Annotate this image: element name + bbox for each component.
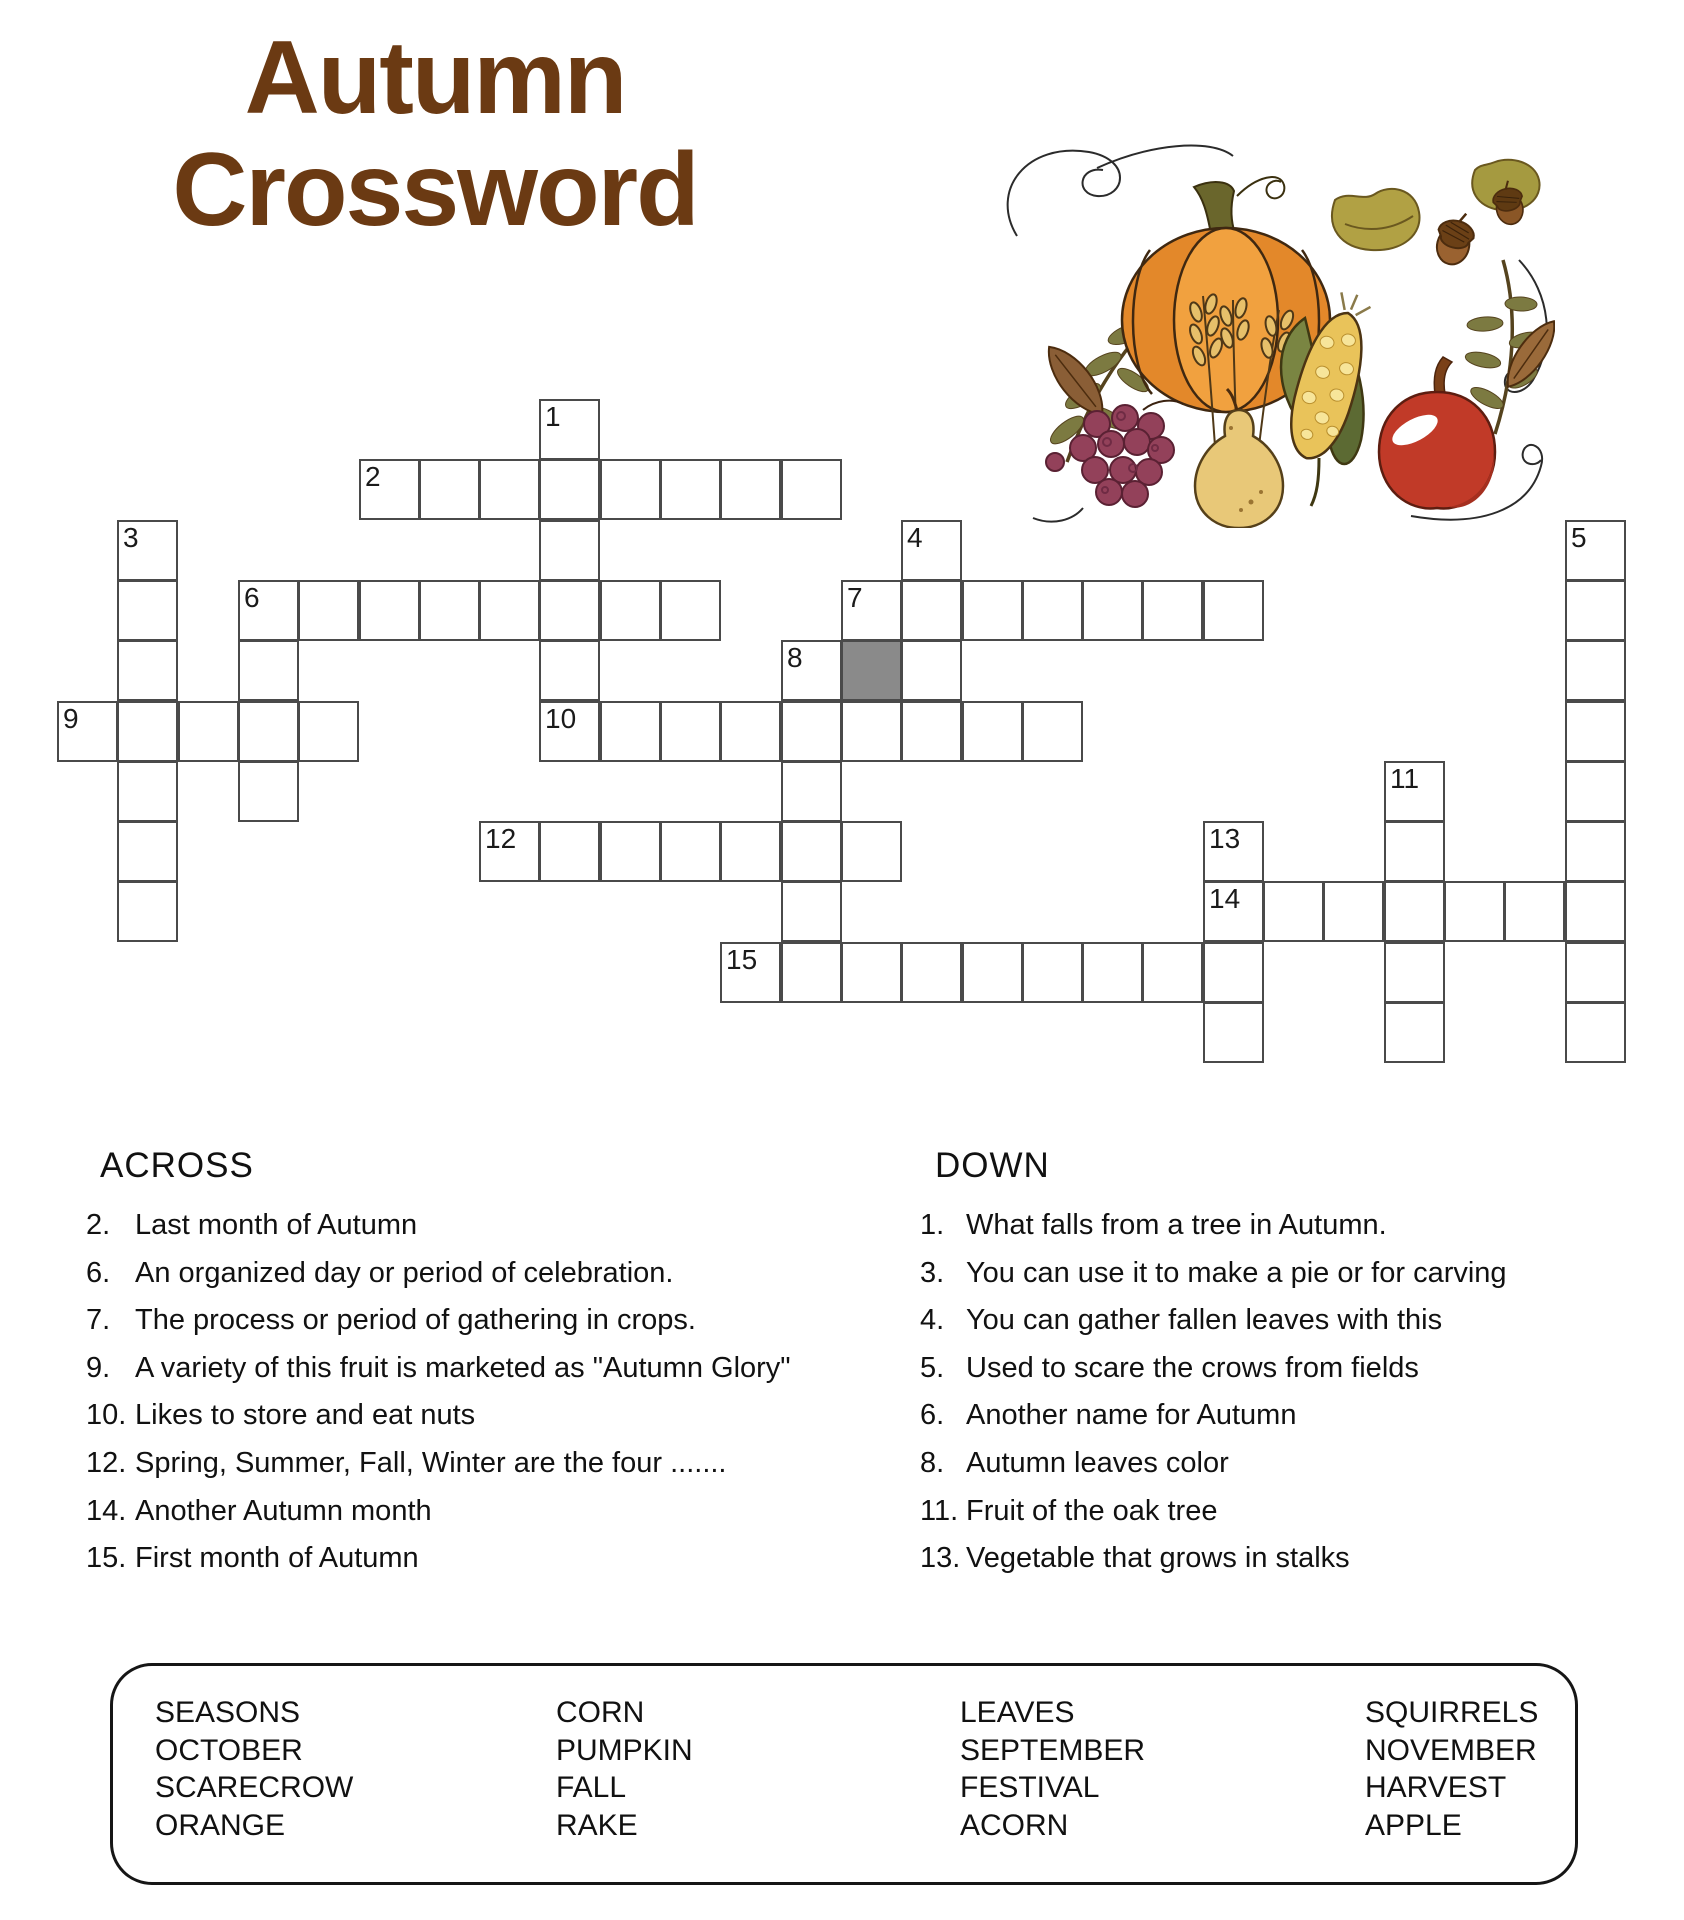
clue-number: 14. bbox=[86, 1494, 127, 1527]
clue-item bbox=[920, 1250, 1580, 1298]
clue-number: 6. bbox=[920, 1399, 945, 1432]
grid-cell[interactable] bbox=[962, 701, 1023, 762]
grid-cell[interactable] bbox=[117, 701, 178, 762]
grid-cell[interactable] bbox=[600, 580, 661, 641]
clue-number: 3. bbox=[920, 1256, 945, 1289]
grid-cell[interactable] bbox=[600, 459, 661, 520]
clue-text: You can gather fallen leaves with this bbox=[966, 1304, 1443, 1337]
grid-cell[interactable] bbox=[1263, 881, 1324, 942]
grid-cell[interactable] bbox=[901, 580, 962, 641]
clue-item bbox=[86, 1392, 876, 1440]
cell-number: 13 bbox=[1209, 823, 1241, 854]
grid-cell[interactable] bbox=[781, 942, 842, 1003]
word-bank-word: FALL bbox=[556, 1771, 627, 1805]
clue-text: Spring, Summer, Fall, Winter are the four ....... bbox=[135, 1446, 727, 1479]
cell-number: 6 bbox=[244, 582, 260, 613]
blocked-cell bbox=[841, 640, 902, 701]
grid-cell[interactable] bbox=[117, 580, 178, 641]
clue-number: 5. bbox=[920, 1351, 945, 1384]
grid-cell[interactable] bbox=[359, 580, 420, 641]
word-bank-word: ORANGE bbox=[155, 1808, 286, 1842]
clue-text: Likes to store and eat nuts bbox=[135, 1399, 476, 1432]
cell-number: 3 bbox=[123, 522, 139, 553]
clue-text: What falls from a tree in Autumn. bbox=[966, 1209, 1387, 1241]
word-bank bbox=[110, 1663, 1578, 1885]
grid-cell[interactable] bbox=[962, 942, 1023, 1003]
grid-cell[interactable] bbox=[1082, 580, 1143, 641]
grid-cell[interactable] bbox=[1203, 1002, 1264, 1063]
grid-cell[interactable] bbox=[1565, 520, 1626, 581]
clue-number: 10. bbox=[86, 1399, 127, 1432]
cell-number: 10 bbox=[545, 703, 577, 734]
clue-item bbox=[86, 1297, 876, 1345]
grid-cell[interactable] bbox=[1565, 881, 1626, 942]
clue-number: 13. bbox=[920, 1542, 961, 1575]
across-clue-list bbox=[86, 1202, 876, 1583]
clue-item bbox=[920, 1535, 1580, 1583]
grid-cell[interactable] bbox=[1203, 881, 1264, 942]
cell-number: 9 bbox=[63, 703, 79, 734]
grid-cell[interactable] bbox=[1565, 821, 1626, 882]
grid-cell[interactable] bbox=[600, 701, 661, 762]
grid-cell[interactable] bbox=[1203, 821, 1264, 882]
grid-cell[interactable] bbox=[660, 701, 721, 762]
word-bank-word: SCARECROW bbox=[155, 1771, 354, 1805]
clue-item bbox=[86, 1202, 876, 1250]
clue-item bbox=[920, 1345, 1580, 1393]
clue-text: A variety of this fruit is marketed as "Autumn Glory" bbox=[135, 1351, 791, 1384]
word-bank-column bbox=[556, 1694, 936, 1844]
cell-number: 2 bbox=[365, 461, 381, 492]
grid-cell[interactable] bbox=[1384, 942, 1445, 1003]
clue-text: Fruit of the oak tree bbox=[966, 1494, 1218, 1527]
grid-cell[interactable] bbox=[781, 640, 842, 701]
grid-cell[interactable] bbox=[720, 942, 781, 1003]
clue-number: 8. bbox=[920, 1446, 945, 1479]
cell-number: 8 bbox=[787, 642, 803, 673]
cell-number: 7 bbox=[847, 582, 863, 613]
cell-number: 14 bbox=[1209, 883, 1241, 914]
clue-text: Another Autumn month bbox=[135, 1494, 432, 1527]
grid-cell[interactable] bbox=[539, 520, 600, 581]
clue-number: 12. bbox=[86, 1446, 127, 1479]
word-bank-word: HARVEST bbox=[1365, 1771, 1507, 1805]
grid-cell[interactable] bbox=[1323, 881, 1384, 942]
grid-cell[interactable] bbox=[419, 459, 480, 520]
cell-number: 5 bbox=[1571, 522, 1587, 553]
grid-cell[interactable] bbox=[1384, 1002, 1445, 1063]
grid-cell[interactable] bbox=[901, 942, 962, 1003]
clue-item bbox=[920, 1392, 1580, 1440]
clue-number: 15. bbox=[86, 1542, 127, 1575]
page-title-line1: Autumn bbox=[244, 20, 626, 136]
across-clues-section bbox=[86, 1146, 876, 1583]
across-header: ACROSS bbox=[100, 1146, 254, 1185]
grid-cell[interactable] bbox=[1565, 640, 1626, 701]
grid-cell[interactable] bbox=[1565, 580, 1626, 641]
grid-cell[interactable] bbox=[1142, 942, 1203, 1003]
grid-cell[interactable] bbox=[841, 580, 902, 641]
clue-item bbox=[920, 1202, 1580, 1250]
grid-cell[interactable] bbox=[57, 701, 118, 762]
down-clue-list bbox=[920, 1202, 1580, 1583]
grid-cell[interactable] bbox=[238, 701, 299, 762]
clue-text: Vegetable that grows in stalks bbox=[966, 1542, 1350, 1575]
grid-cell[interactable] bbox=[841, 701, 902, 762]
word-bank-word: PUMPKIN bbox=[556, 1733, 693, 1767]
grid-cell[interactable] bbox=[901, 701, 962, 762]
clue-item bbox=[920, 1440, 1580, 1488]
clue-item bbox=[86, 1345, 876, 1393]
clue-text: Autumn leaves color bbox=[966, 1446, 1229, 1479]
clue-item bbox=[86, 1488, 876, 1536]
clue-text: An organized day or period of celebration. bbox=[135, 1256, 674, 1289]
grid-cell[interactable] bbox=[781, 459, 842, 520]
word-bank-word: NOVEMBER bbox=[1365, 1733, 1537, 1767]
grid-cell[interactable] bbox=[781, 821, 842, 882]
word-bank-word: OCTOBER bbox=[155, 1733, 303, 1767]
grid-cell[interactable] bbox=[238, 580, 299, 641]
word-bank-word: SEASONS bbox=[155, 1696, 301, 1729]
cell-number: 15 bbox=[726, 944, 758, 975]
grid-cell[interactable] bbox=[479, 821, 540, 882]
grid-cell[interactable] bbox=[178, 701, 239, 762]
grid-cell[interactable] bbox=[539, 821, 600, 882]
grid-cell[interactable] bbox=[962, 580, 1023, 641]
grid-cell[interactable] bbox=[117, 881, 178, 942]
grid-cell[interactable] bbox=[1022, 580, 1083, 641]
grid-cell[interactable] bbox=[238, 761, 299, 822]
grid-cell[interactable] bbox=[1384, 881, 1445, 942]
grid-cell[interactable] bbox=[117, 520, 178, 581]
grid-cell[interactable] bbox=[720, 821, 781, 882]
grid-cell[interactable] bbox=[539, 580, 600, 641]
grid-cell[interactable] bbox=[600, 821, 661, 882]
grid-cell[interactable] bbox=[539, 640, 600, 701]
grid-cell[interactable] bbox=[901, 640, 962, 701]
clue-item bbox=[86, 1535, 876, 1583]
grid-cell[interactable] bbox=[660, 459, 721, 520]
grid-cell[interactable] bbox=[1022, 942, 1083, 1003]
word-bank-word: FESTIVAL bbox=[960, 1771, 1100, 1805]
clue-item bbox=[86, 1440, 876, 1488]
clue-number: 11. bbox=[920, 1494, 959, 1527]
word-bank-word: ACORN bbox=[960, 1808, 1069, 1842]
grid-cell[interactable] bbox=[1022, 701, 1083, 762]
clue-number: 1. bbox=[920, 1209, 945, 1241]
grid-cell[interactable] bbox=[1565, 942, 1626, 1003]
clue-item bbox=[86, 1250, 876, 1298]
cell-number: 12 bbox=[485, 823, 517, 854]
grid-cell[interactable] bbox=[781, 701, 842, 762]
grid-cell[interactable] bbox=[539, 701, 600, 762]
grid-cell[interactable] bbox=[720, 459, 781, 520]
cell-number: 1 bbox=[545, 401, 561, 432]
grid-cell[interactable] bbox=[1565, 701, 1626, 762]
grid-cell[interactable] bbox=[359, 459, 420, 520]
clue-text: Used to scare the crows from fields bbox=[966, 1351, 1419, 1384]
clue-text: You can use it to make a pie or for carving bbox=[966, 1256, 1507, 1289]
clue-number: 6. bbox=[86, 1256, 111, 1289]
grid-cell[interactable] bbox=[1504, 881, 1565, 942]
grid-cell[interactable] bbox=[1384, 761, 1445, 822]
grid-cell[interactable] bbox=[660, 580, 721, 641]
grid-cell[interactable] bbox=[1384, 821, 1445, 882]
grid-cell[interactable] bbox=[1142, 580, 1203, 641]
word-bank-word: CORN bbox=[556, 1696, 645, 1729]
word-bank-column bbox=[155, 1694, 535, 1844]
grid-cell[interactable] bbox=[1203, 942, 1264, 1003]
clue-number: 2. bbox=[86, 1209, 111, 1241]
word-bank-column bbox=[1365, 1694, 1684, 1844]
clue-text: Another name for Autumn bbox=[966, 1399, 1297, 1432]
cell-number: 4 bbox=[907, 522, 923, 553]
grid-cell[interactable] bbox=[1444, 881, 1505, 942]
grid-cell[interactable] bbox=[660, 821, 721, 882]
grid-cell[interactable] bbox=[1203, 580, 1264, 641]
grid-cell[interactable] bbox=[117, 640, 178, 701]
clue-number: 9. bbox=[86, 1351, 111, 1384]
clue-text: First month of Autumn bbox=[135, 1542, 419, 1575]
grid-cell[interactable] bbox=[479, 580, 540, 641]
grid-cell[interactable] bbox=[841, 821, 902, 882]
grid-cell[interactable] bbox=[901, 520, 962, 581]
word-bank-word: SQUIRRELS bbox=[1365, 1696, 1539, 1729]
word-bank-column bbox=[960, 1694, 1340, 1844]
cell-number: 11 bbox=[1390, 763, 1420, 794]
clue-text: The process or period of gathering in crops. bbox=[135, 1304, 696, 1337]
down-clues-section bbox=[920, 1146, 1580, 1583]
clue-item bbox=[920, 1488, 1580, 1536]
grid-cell[interactable] bbox=[720, 701, 781, 762]
clue-number: 4. bbox=[920, 1304, 945, 1337]
grid-cell[interactable] bbox=[1565, 761, 1626, 822]
grid-cell[interactable] bbox=[539, 459, 600, 520]
clue-number: 7. bbox=[86, 1304, 111, 1337]
grid-cell[interactable] bbox=[238, 640, 299, 701]
word-bank-word: LEAVES bbox=[960, 1696, 1075, 1729]
down-header: DOWN bbox=[935, 1146, 1050, 1185]
grid-cell[interactable] bbox=[479, 459, 540, 520]
grid-cell[interactable] bbox=[781, 761, 842, 822]
grid-cell[interactable] bbox=[117, 761, 178, 822]
grid-cell[interactable] bbox=[1565, 1002, 1626, 1063]
clue-item bbox=[920, 1297, 1580, 1345]
word-bank-word: SEPTEMBER bbox=[960, 1733, 1146, 1767]
clue-text: Last month of Autumn bbox=[135, 1209, 418, 1241]
grid-cell[interactable] bbox=[419, 580, 480, 641]
grid-cell[interactable] bbox=[781, 881, 842, 942]
grid-cell[interactable] bbox=[117, 821, 178, 882]
word-bank-word: APPLE bbox=[1365, 1808, 1462, 1842]
grid-cell[interactable] bbox=[539, 399, 600, 460]
grid-cell[interactable] bbox=[298, 580, 359, 641]
grid-cell[interactable] bbox=[841, 942, 902, 1003]
grid-cell[interactable] bbox=[298, 701, 359, 762]
page-title-line2: Crossword bbox=[172, 132, 698, 248]
grid-cell[interactable] bbox=[1082, 942, 1143, 1003]
word-bank-word: RAKE bbox=[556, 1808, 638, 1842]
